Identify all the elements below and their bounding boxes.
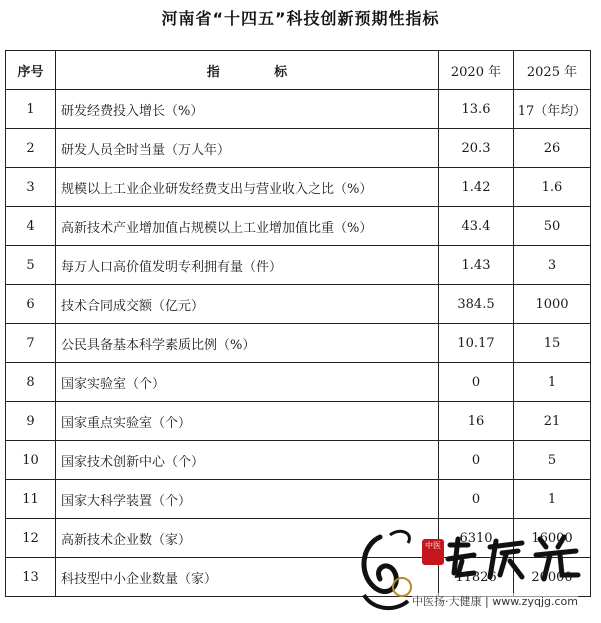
table-row xyxy=(6,402,591,441)
row-indicator: 国家实验室（个） xyxy=(56,363,439,402)
row-value-2025: 1 xyxy=(514,363,591,402)
table-body xyxy=(6,90,591,597)
row-value-2025: 1000 xyxy=(514,285,591,324)
row-value-2020: 0 xyxy=(439,363,514,402)
table-row xyxy=(6,363,591,402)
row-indicator: 国家重点实验室（个） xyxy=(56,402,439,441)
row-value-2025: 5 xyxy=(514,441,591,480)
watermark-seal-text: 中医 xyxy=(425,541,441,550)
table-row xyxy=(6,324,591,363)
row-index: 8 xyxy=(6,363,56,402)
row-index: 5 xyxy=(6,246,56,285)
row-value-2020: 13.6 xyxy=(439,90,514,129)
row-value-2025: 16000 xyxy=(514,519,591,558)
table-row xyxy=(6,90,591,129)
row-index: 4 xyxy=(6,207,56,246)
row-indicator: 技术合同成交额（亿元） xyxy=(56,285,439,324)
table-row xyxy=(6,441,591,480)
row-value-2020: 16 xyxy=(439,402,514,441)
header-indicator: 指 标 xyxy=(56,51,439,90)
table-row xyxy=(6,246,591,285)
row-indicator: 每万人口高价值发明专利拥有量（件） xyxy=(56,246,439,285)
row-value-2020: 20.3 xyxy=(439,129,514,168)
row-value-2025: 1 xyxy=(514,480,591,519)
row-value-2025: 20000 xyxy=(514,558,591,597)
header-2025: 2025 年 xyxy=(514,51,591,90)
row-index: 13 xyxy=(6,558,56,597)
row-value-2025: 17（年均） xyxy=(514,90,591,129)
row-indicator: 公民具备基本科学素质比例（%） xyxy=(56,324,439,363)
table-row xyxy=(6,480,591,519)
row-index: 12 xyxy=(6,519,56,558)
row-index: 10 xyxy=(6,441,56,480)
row-indicator: 科技型中小企业数量（家） xyxy=(56,558,439,597)
table-row xyxy=(6,285,591,324)
row-index: 11 xyxy=(6,480,56,519)
row-indicator: 国家技术创新中心（个） xyxy=(56,441,439,480)
row-value-2025: 26 xyxy=(514,129,591,168)
row-value-2020: 384.5 xyxy=(439,285,514,324)
row-value-2025: 1.6 xyxy=(514,168,591,207)
row-indicator: 研发经费投入增长（%） xyxy=(56,90,439,129)
row-index: 7 xyxy=(6,324,56,363)
header-index: 序号 xyxy=(6,51,56,90)
row-index: 2 xyxy=(6,129,56,168)
watermark-caption: 中医扬·大健康 | www.zyqjg.com xyxy=(412,595,578,608)
table-row xyxy=(6,207,591,246)
row-value-2020: 0 xyxy=(439,480,514,519)
row-value-2020: 11826 xyxy=(439,558,514,597)
row-value-2020: 6310 xyxy=(439,519,514,558)
table-row xyxy=(6,519,591,558)
row-value-2025: 15 xyxy=(514,324,591,363)
row-indicator: 高新技术产业增加值占规模以上工业增加值比重（%） xyxy=(56,207,439,246)
table-row xyxy=(6,558,591,597)
row-index: 1 xyxy=(6,90,56,129)
row-index: 6 xyxy=(6,285,56,324)
table-row xyxy=(6,168,591,207)
row-value-2025: 3 xyxy=(514,246,591,285)
table-header-row xyxy=(6,51,591,90)
row-value-2025: 21 xyxy=(514,402,591,441)
row-value-2020: 0 xyxy=(439,441,514,480)
row-value-2020: 1.42 xyxy=(439,168,514,207)
row-value-2020: 1.43 xyxy=(439,246,514,285)
row-indicator: 研发人员全时当量（万人年） xyxy=(56,129,439,168)
indicator-table xyxy=(5,50,591,597)
row-indicator: 国家大科学装置（个） xyxy=(56,480,439,519)
header-2020: 2020 年 xyxy=(439,51,514,90)
row-indicator: 高新技术企业数（家） xyxy=(56,519,439,558)
row-value-2020: 43.4 xyxy=(439,207,514,246)
row-indicator: 规模以上工业企业研发经费支出与营业收入之比（%） xyxy=(56,168,439,207)
row-index: 3 xyxy=(6,168,56,207)
row-value-2025: 50 xyxy=(514,207,591,246)
table-row xyxy=(6,129,591,168)
page-title: 河南省“十四五”科技创新预期性指标 xyxy=(161,9,440,28)
row-value-2020: 10.17 xyxy=(439,324,514,363)
row-index: 9 xyxy=(6,402,56,441)
